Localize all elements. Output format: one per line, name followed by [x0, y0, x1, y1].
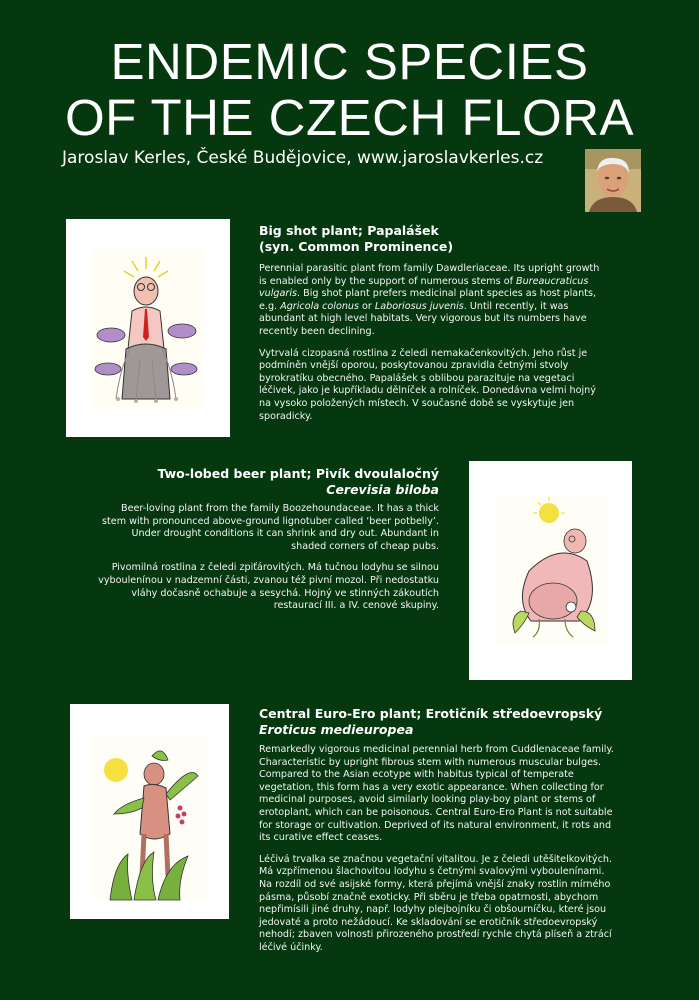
species-3-heading	[259, 706, 639, 738]
species-2-name: Two-lobed beer plant; Pivík dvoulaločný	[157, 466, 439, 481]
euro-ero-plant-cartoon	[70, 704, 229, 919]
title-line-1: ENDEMIC SPECIES	[110, 33, 589, 90]
species-1-czech: Vytrvalá cizopasná rostlina z čeledi nemakačenkovitých. Jeho růst je podmíněn vnější oporou, poskytovanou zpravidla četnými stvoly byrokratíku obecného. Papalášek s oblibou parazituje na vegetaci léčivek, jako je kupříkladu dělníček a rolníček. Donedávna velmi hojný na vysoko položených místech. V současné době se vyskytuje jen sporadicky.	[259, 347, 596, 422]
species-2-description	[96, 503, 439, 622]
species-3-english: Remarkedly vigorous medicinal perennial herb from Cuddlenaceae family. Characteristic by upright fibrous stem with numerous muscular bulges. Compared to the Asian ecotype with habitus typical of temperate vegetation, this form has a very exotic appearance. When collecting for medicinal purposes, avoid similarly looking play-boy plant or stems of erotoplant, which can be poisonous. Central Euro-Ero Plant is not suitable for storage or cultivation. Deprived of its natural environment, it rots and its curative effect ceases.	[259, 744, 614, 844]
big-shot-plant-cartoon	[66, 219, 230, 437]
species-3-latin: Eroticus medieuropea	[259, 722, 414, 737]
species-1-heading	[259, 223, 639, 255]
species-2-latin: Cerevisia biloba	[326, 482, 439, 497]
species-3-name: Central Euro-Ero plant; Erotičník středoevropský	[259, 706, 603, 721]
illustration-card-big-shot-plant	[66, 219, 230, 437]
species-3-czech: Léčivá trvalka se značnou vegetační vitalitou. Je z čeledi utěšitelkovitých. Má vzpřímenou šlachovitou lodyhu s četnými svalovými vyboulenínami. Na rozdíl od své asijské formy, která přejímá vnější znaky rostlin mírného pásma, působí značně exoticky. Při sběru je třeba opatrnosti, abychom nepřimísili jiné druhy, např. lodyhy plejbojníku či obšourníčku, které jsou jedovaté a proto nežádoucí. Ke skladování se erotičník středoevropský nehodí; zbaven volnosti přirozeného prostředí rychle chytá plíseň a ztrácí léčivé účinky.	[259, 853, 613, 953]
species-1-description	[259, 263, 604, 432]
title-line-2: OF THE CZECH FLORA	[64, 89, 635, 146]
species-2-heading	[140, 466, 439, 498]
author-line: Jaroslav Kerles, České Budějovice, www.jaroslavkerles.cz	[62, 148, 544, 168]
species-1-english: Perennial parasitic plant from family Dawdleriaceae. Its upright growth is enabled only by the support of numerous stems of Bureaucraticus vulgaris. Big shot plant prefers medicinal plant species as host plants, e.g. Agricola colonus or Laboriosus juvenis. Until recently, it was abundant at high level habitats. Very vigorous but its numbers have recently been declining.	[259, 263, 600, 337]
beer-plant-cartoon	[469, 461, 632, 680]
species-3-description	[259, 744, 614, 964]
poster-title	[0, 34, 699, 146]
illustration-card-beer-plant	[469, 461, 632, 680]
species-1-name: Big shot plant; Papalášek	[259, 223, 439, 238]
species-2-czech: Pivomilná rostlina z čeledi zpiťárovitých. Má tučnou lodyhu se silnou vyboulenínou v nadzemní části, zvanou též pivní mozol. Při nedostatku vláhy dočasně ochabuje a sesychá. Hojný ve stinných zákoutích restaurací III. a IV. cenové skupiny.	[98, 562, 439, 612]
illustration-card-euro-ero-plant	[70, 704, 229, 919]
species-1-subtitle: (syn. Common Prominence)	[259, 239, 454, 254]
species-2-english: Beer-loving plant from the family Boozehoundaceae. It has a thick stem with pronounced above-ground lignotuber called ‘beer potbelly’. Under drought conditions it can shrink and dry out. Abundant in shaded corners of cheap pubs.	[102, 503, 439, 552]
author-portrait	[585, 149, 641, 212]
